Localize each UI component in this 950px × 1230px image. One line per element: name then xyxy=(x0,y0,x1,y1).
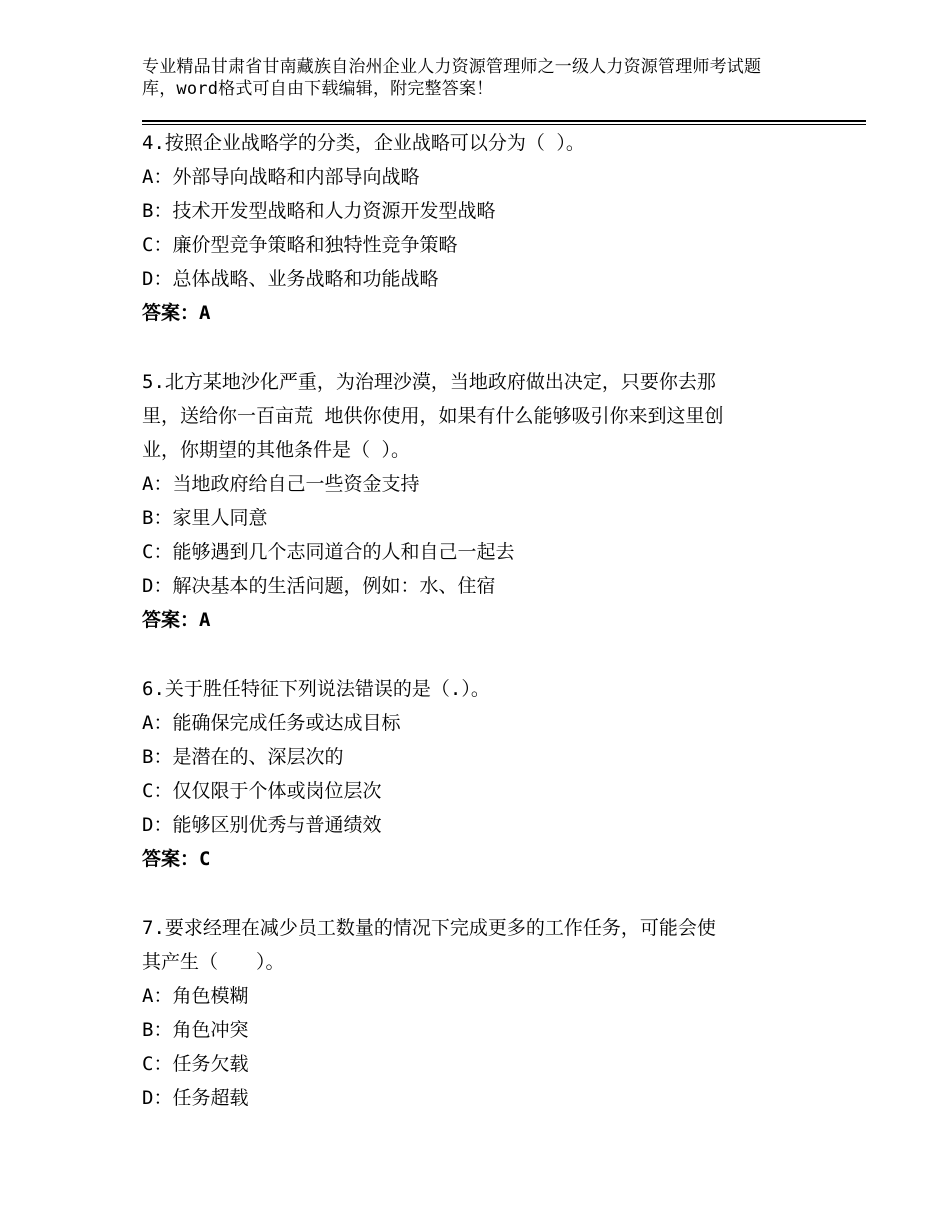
option-b: B：角色冲突 xyxy=(142,1019,249,1041)
option-c: C：廉价型竞争策略和独特性竞争策略 xyxy=(142,234,458,256)
question-5 xyxy=(142,365,822,637)
option-b: B：是潜在的、深层次的 xyxy=(142,746,344,768)
option-c: C：任务欠载 xyxy=(142,1053,249,1075)
option-c: C：仅仅限于个体或岗位层次 xyxy=(142,780,382,802)
option-a: A：外部导向战略和内部导向战略 xyxy=(142,166,420,188)
answer-label: 答案：C xyxy=(142,848,211,870)
option-d: D：解决基本的生活问题，例如：水、住宿 xyxy=(142,575,496,597)
option-d: D：总体战略、业务战略和功能战略 xyxy=(142,268,439,290)
answer-label: 答案：A xyxy=(142,609,211,631)
answer-label: 答案：A xyxy=(142,302,211,324)
question-stem-line-1: 7.要求经理在减少员工数量的情况下完成更多的工作任务，可能会使 xyxy=(142,917,716,939)
question-stem-line-2: 其产生（ ）。 xyxy=(142,951,285,973)
option-d: D：任务超载 xyxy=(142,1087,249,1109)
header-title-line-2: 库，word格式可自由下载编辑，附完整答案！ xyxy=(142,79,494,99)
option-b: B：家里人同意 xyxy=(142,507,268,529)
question-6 xyxy=(142,672,822,876)
option-a: A：能确保完成任务或达成目标 xyxy=(142,712,401,734)
option-a: A：当地政府给自己一些资金支持 xyxy=(142,473,420,495)
question-stem-line-1: 5.北方某地沙化严重，为治理沙漠，当地政府做出决定，只要你去那 xyxy=(142,371,716,393)
option-c: C：能够遇到几个志同道合的人和自己一起去 xyxy=(142,541,515,563)
question-stem-line-2: 里，送给你一百亩荒 地供你使用，如果有什么能够吸引你来到这里创 xyxy=(142,405,724,427)
header-title-line-1: 专业精品甘肃省甘南藏族自治州企业人力资源管理师之一级人力资源管理师考试题 xyxy=(142,57,762,77)
question-stem-line-3: 业，你期望的其他条件是（ ）。 xyxy=(142,439,410,461)
option-b: B：技术开发型战略和人力资源开发型战略 xyxy=(142,200,496,222)
question-stem: 4.按照企业战略学的分类，企业战略可以分为（ ）。 xyxy=(142,132,585,154)
document-header xyxy=(142,56,842,100)
header-divider-thick xyxy=(142,120,866,122)
option-d: D：能够区别优秀与普通绩效 xyxy=(142,814,382,836)
question-7 xyxy=(142,911,822,1115)
header-divider-thin xyxy=(142,124,866,125)
question-stem: 6.关于胜任特征下列说法错误的是（.）。 xyxy=(142,678,490,700)
option-a: A：角色模糊 xyxy=(142,985,249,1007)
question-4 xyxy=(142,126,822,330)
